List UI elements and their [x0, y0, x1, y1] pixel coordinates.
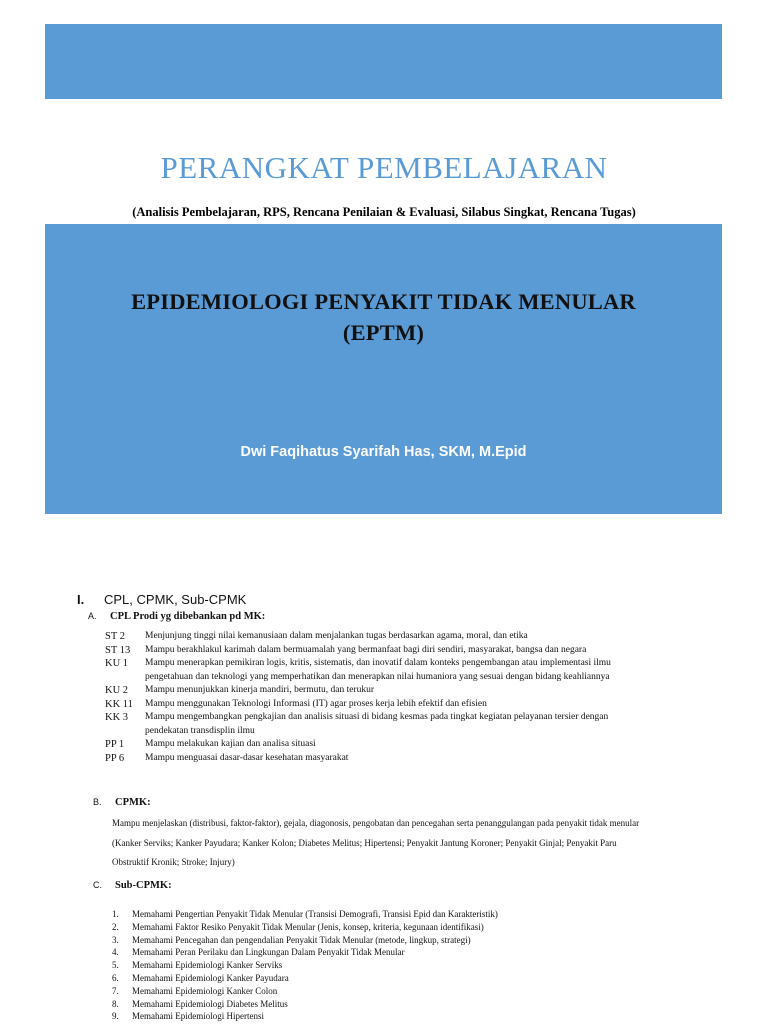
cpl-item	[105, 684, 725, 698]
cpl-letter: A.	[88, 611, 97, 621]
cpl-item	[105, 752, 725, 766]
subcpmk-item	[112, 1010, 712, 1023]
section-title: CPL, CPMK, Sub-CPMK	[104, 592, 247, 607]
subcpmk-number: 4.	[112, 947, 119, 958]
cpl-text: Mampu menguasai dasar-dasar kesehatan masyarakat	[145, 752, 349, 763]
course-title-line2: (EPTM)	[342, 320, 425, 345]
cpl-code: KK 11	[105, 698, 133, 710]
cpl-text: Mampu melakukan kajian dan analisa situasi	[145, 739, 316, 749]
subcpmk-text: Memahami Epidemiologi Kanker Colon	[132, 985, 278, 996]
subcpmk-text: Memahami Epidemiologi Hipertensi	[132, 1011, 264, 1022]
subcpmk-list	[112, 908, 712, 1023]
cpl-code: PP 1	[105, 739, 125, 750]
cpl-code	[105, 671, 145, 685]
cpl-item	[105, 671, 725, 685]
subcpmk-letter: C.	[93, 880, 102, 890]
cpl-text: Mampu menerapkan pemikiran logis, kritis, sistematis, dan inovatif dalam konteks pengembangan atau implementasi ilmu	[145, 658, 611, 668]
cpl-item	[105, 630, 725, 644]
cpl-code	[105, 725, 145, 739]
cpmk-letter: B.	[93, 797, 102, 807]
section-number: I.	[77, 592, 85, 607]
cpl-heading-text: CPL Prodi yg dibebankan pd MK:	[110, 611, 266, 622]
cpl-text: pengetahuan dan teknologi yang memperhatikan dan menerapkan nilai humaniora yang sesuai dengan bidang keahliannya	[145, 671, 610, 682]
cpmk-heading-text: CPMK:	[115, 797, 151, 808]
subcpmk-number: 3.	[112, 934, 119, 945]
subcpmk-item	[112, 985, 712, 998]
cpl-text: pendekatan transdisplin ilmu	[145, 725, 255, 736]
cpmk-line: Obstruktif Kronik; Stroke; Injury)	[112, 857, 235, 867]
section-heading	[77, 592, 246, 607]
subcpmk-text: Memahami Epidemiologi Kanker Serviks	[132, 960, 283, 971]
subcpmk-number: 6.	[112, 972, 119, 983]
course-banner	[45, 224, 722, 514]
cpmk-line: (Kanker Serviks; Kanker Payudara; Kanker Kolon; Diabetes Melitus; Hipertensi; Penyakit Jantung Koroner; Penyakit Ginjal; Penyakit Paru	[112, 837, 617, 848]
subcpmk-number: 1.	[112, 909, 119, 919]
cpmk-description	[112, 814, 712, 873]
cpl-code: KU 2	[105, 685, 129, 696]
subcpmk-item	[112, 998, 712, 1011]
cpl-text: Mampu mengembangkan pengkajian dan analisis situasi di bidang kesmas pada tingkat kegiatan pelayanan tersier dengan	[145, 712, 609, 722]
cpl-item	[105, 698, 725, 712]
subcpmk-item	[112, 959, 712, 972]
subcpmk-number: 9.	[112, 1011, 119, 1022]
cpl-code: KU 1	[105, 658, 129, 669]
subcpmk-number: 5.	[112, 960, 119, 971]
course-title	[45, 286, 722, 348]
author-name: Dwi Faqihatus Syarifah Has, SKM, M.Epid	[240, 444, 527, 460]
cpl-item	[105, 725, 725, 739]
cpl-item	[105, 644, 725, 658]
cpl-item	[105, 657, 725, 671]
subcpmk-item	[112, 972, 712, 985]
subcpmk-item	[112, 908, 712, 921]
cpl-heading	[88, 611, 265, 622]
cpl-code: KK 3	[105, 712, 129, 723]
subcpmk-text: Memahami Peran Perilaku dan Lingkungan Dalam Penyakit Tidak Menular	[132, 947, 405, 958]
subcpmk-number: 2.	[112, 921, 119, 932]
cpmk-line: Mampu menjelaskan (distribusi, faktor-faktor), gejala, diagonosis, pengobatan dan pencegahan serta penanggulangan pada penyakit tidak menular	[112, 818, 640, 828]
document-title: PERANGKAT PEMBELAJARAN	[160, 150, 608, 185]
subcpmk-heading-text: Sub-CPMK:	[115, 880, 172, 891]
cpmk-heading	[93, 797, 151, 808]
subcpmk-item	[112, 934, 712, 947]
course-title-line1: EPIDEMIOLOGI PENYAKIT TIDAK MENULAR	[131, 289, 636, 314]
cpl-text: Menjunjung tinggi nilai kemanusiaan dalam menjalankan tugas berdasarkan agama, moral, dan etika	[145, 631, 528, 641]
document-subtitle: (Analisis Pembelajaran, RPS, Rencana Penilaian & Evaluasi, Silabus Singkat, Rencana Tugas)	[132, 205, 636, 219]
cpl-code: ST 2	[105, 631, 125, 642]
subcpmk-text: Memahami Pengertian Penyakit Tidak Menular (Transisi Demografi, Transisi Epid dan Karakteristik)	[132, 909, 498, 919]
header-banner	[45, 24, 722, 99]
cpl-text: Mampu menunjukkan kinerja mandiri, bermutu, dan terukur	[145, 685, 374, 695]
subcpmk-number: 8.	[112, 998, 119, 1009]
subcpmk-item	[112, 921, 712, 934]
subcpmk-item	[112, 946, 712, 959]
cpl-text: Mampu menggunakan Teknologi Informasi (IT) agar proses kerja lebih efektif dan efisien	[145, 698, 487, 709]
cpl-list	[105, 630, 725, 765]
cpl-text: Mampu berakhlakul karimah dalam bermuamalah yang bermanfaat bagi diri sendiri, masyarakat, bangsa dan negara	[145, 644, 587, 655]
cpl-code: ST 13	[105, 644, 131, 656]
subcpmk-text: Memahami Epidemiologi Diabetes Melitus	[132, 998, 288, 1009]
cpl-item	[105, 738, 725, 752]
subcpmk-text: Memahami Epidemiologi Kanker Payudara	[132, 972, 289, 983]
subcpmk-text: Memahami Faktor Resiko Penyakit Tidak Menular (Jenis, konsep, kriteria, kegunaan identifikasi)	[132, 921, 484, 932]
subcpmk-heading	[93, 880, 172, 891]
subcpmk-text: Memahami Pencegahan dan pengendalian Penyakit Tidak Menular (metode, lingkup, strategi)	[132, 934, 471, 945]
cpl-code: PP 6	[105, 752, 125, 764]
subcpmk-number: 7.	[112, 985, 119, 996]
cpl-item	[105, 711, 725, 725]
